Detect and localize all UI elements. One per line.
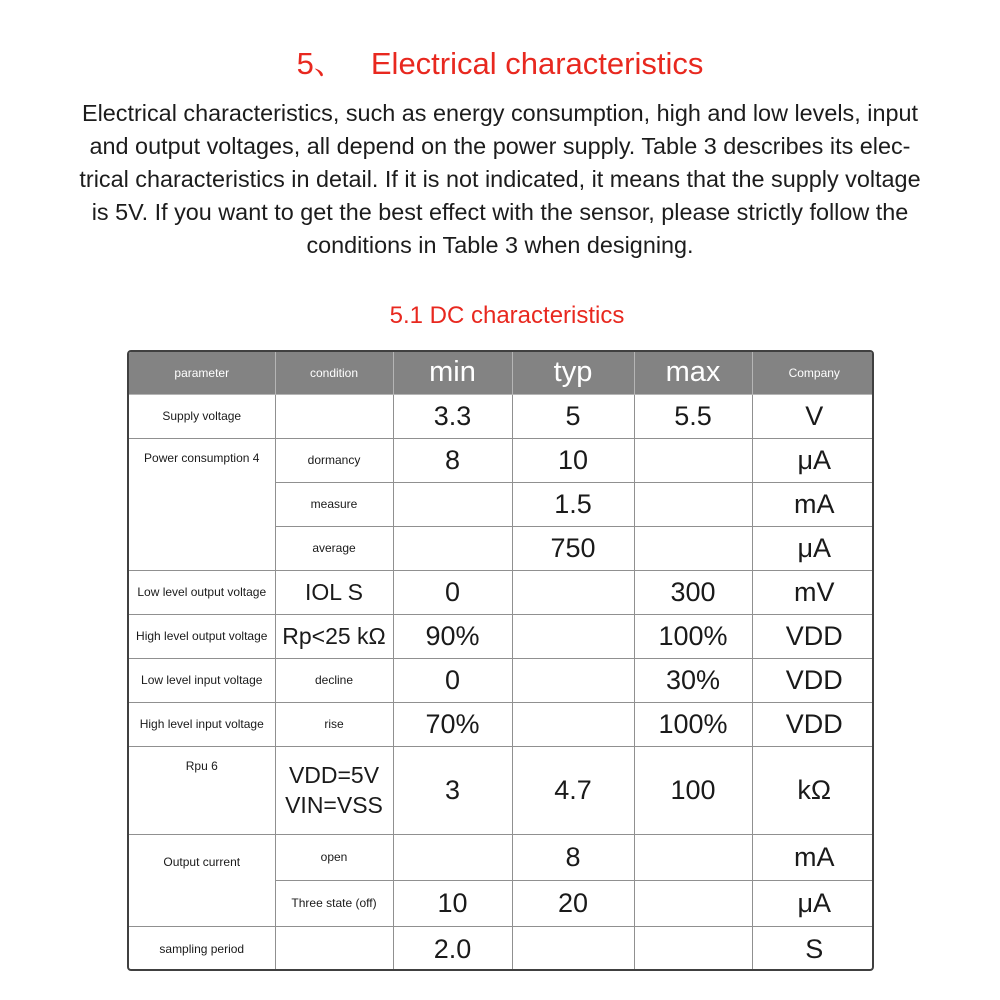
condition-line: VIN=VSS — [285, 792, 383, 818]
intro-line: trical characteristics in detail. If it is not indicated, it means that the supply voltage — [79, 166, 921, 192]
intro-line: Electrical characteristics, such as energy consumption, high and low levels, input — [82, 100, 918, 126]
cell-min: 8 — [393, 438, 512, 482]
cell-condition: decline — [275, 658, 393, 702]
cell-typ: 1.5 — [512, 482, 634, 526]
subsection-heading: 5.1 DC characteristics — [389, 302, 625, 329]
cell-typ: 8 — [512, 834, 634, 880]
table-row — [129, 658, 874, 702]
table-row — [129, 926, 874, 971]
section-heading — [0, 44, 1000, 84]
cell-min: 2.0 — [393, 926, 512, 971]
cell-condition — [275, 926, 393, 971]
cell-max: 100% — [634, 614, 752, 658]
cell-typ — [512, 702, 634, 746]
table-row — [129, 746, 874, 834]
cell-max — [634, 526, 752, 570]
cell-typ: 10 — [512, 438, 634, 482]
header-parameter: parameter — [129, 352, 275, 394]
cell-max: 5.5 — [634, 394, 752, 438]
cell-min — [393, 482, 512, 526]
header-company: Company — [752, 352, 874, 394]
cell-typ: 5 — [512, 394, 634, 438]
cell-unit: S — [752, 926, 874, 971]
intro-line: and output voltages, all depend on the power supply. Table 3 describes its elec- — [89, 133, 911, 159]
cell-min: 0 — [393, 658, 512, 702]
cell-parameter: sampling period — [129, 926, 275, 971]
intro-paragraph — [28, 97, 972, 262]
cell-typ — [512, 570, 634, 614]
cell-parameter: Power consumption 4 — [129, 438, 275, 570]
table-row — [129, 834, 874, 880]
table-row — [129, 570, 874, 614]
table-row — [129, 702, 874, 746]
header-typ: typ — [512, 352, 634, 394]
table-header-row — [129, 352, 874, 394]
cell-condition: IOL S — [275, 570, 393, 614]
cell-unit: μA — [752, 526, 874, 570]
cell-min — [393, 526, 512, 570]
cell-parameter: Supply voltage — [129, 394, 275, 438]
cell-max: 100 — [634, 746, 752, 834]
cell-min — [393, 834, 512, 880]
table-row — [129, 614, 874, 658]
cell-typ — [512, 926, 634, 971]
table-row — [129, 394, 874, 438]
cell-min: 90% — [393, 614, 512, 658]
cell-unit: V — [752, 394, 874, 438]
cell-max: 300 — [634, 570, 752, 614]
condition-line: VDD=5V — [288, 762, 380, 788]
intro-line: is 5V. If you want to get the best effect with the sensor, please strictly follow the — [91, 199, 909, 225]
cell-unit: VDD — [752, 702, 874, 746]
cell-max: 100% — [634, 702, 752, 746]
cell-parameter: High level output voltage — [129, 614, 275, 658]
dc-characteristics-table — [127, 350, 874, 971]
cell-condition: rise — [275, 702, 393, 746]
cell-unit: μA — [752, 438, 874, 482]
cell-condition: Rp<25 kΩ — [275, 614, 393, 658]
cell-condition — [275, 394, 393, 438]
section-title: Electrical characteristics — [370, 46, 704, 81]
header-max: max — [634, 352, 752, 394]
cell-typ — [512, 658, 634, 702]
cell-parameter: Low level output voltage — [129, 570, 275, 614]
cell-parameter: Rpu 6 — [129, 746, 275, 834]
cell-unit: mA — [752, 834, 874, 880]
cell-typ — [512, 614, 634, 658]
cell-max — [634, 926, 752, 971]
cell-unit: kΩ — [752, 746, 874, 834]
cell-condition: open — [275, 834, 393, 880]
cell-condition: measure — [275, 482, 393, 526]
cell-parameter: Output current — [129, 834, 275, 926]
cell-typ: 4.7 — [512, 746, 634, 834]
cell-max — [634, 482, 752, 526]
cell-condition — [275, 746, 393, 834]
table-row — [129, 438, 874, 482]
cell-parameter: High level input voltage — [129, 702, 275, 746]
cell-min: 10 — [393, 880, 512, 926]
header-condition: condition — [275, 352, 393, 394]
cell-max — [634, 438, 752, 482]
cell-min: 3 — [393, 746, 512, 834]
cell-unit: VDD — [752, 658, 874, 702]
cell-max: 30% — [634, 658, 752, 702]
cell-unit: mV — [752, 570, 874, 614]
cell-max — [634, 880, 752, 926]
cell-min: 3.3 — [393, 394, 512, 438]
cell-unit: VDD — [752, 614, 874, 658]
cell-min: 0 — [393, 570, 512, 614]
cell-condition: Three state (off) — [275, 880, 393, 926]
header-min: min — [393, 352, 512, 394]
section-number: 5、 — [296, 46, 345, 81]
cell-condition: average — [275, 526, 393, 570]
cell-typ: 750 — [512, 526, 634, 570]
cell-condition: dormancy — [275, 438, 393, 482]
cell-unit: μA — [752, 880, 874, 926]
cell-max — [634, 834, 752, 880]
cell-unit: mA — [752, 482, 874, 526]
cell-parameter: Low level input voltage — [129, 658, 275, 702]
intro-line: conditions in Table 3 when designing. — [306, 232, 694, 258]
cell-min: 70% — [393, 702, 512, 746]
cell-typ: 20 — [512, 880, 634, 926]
